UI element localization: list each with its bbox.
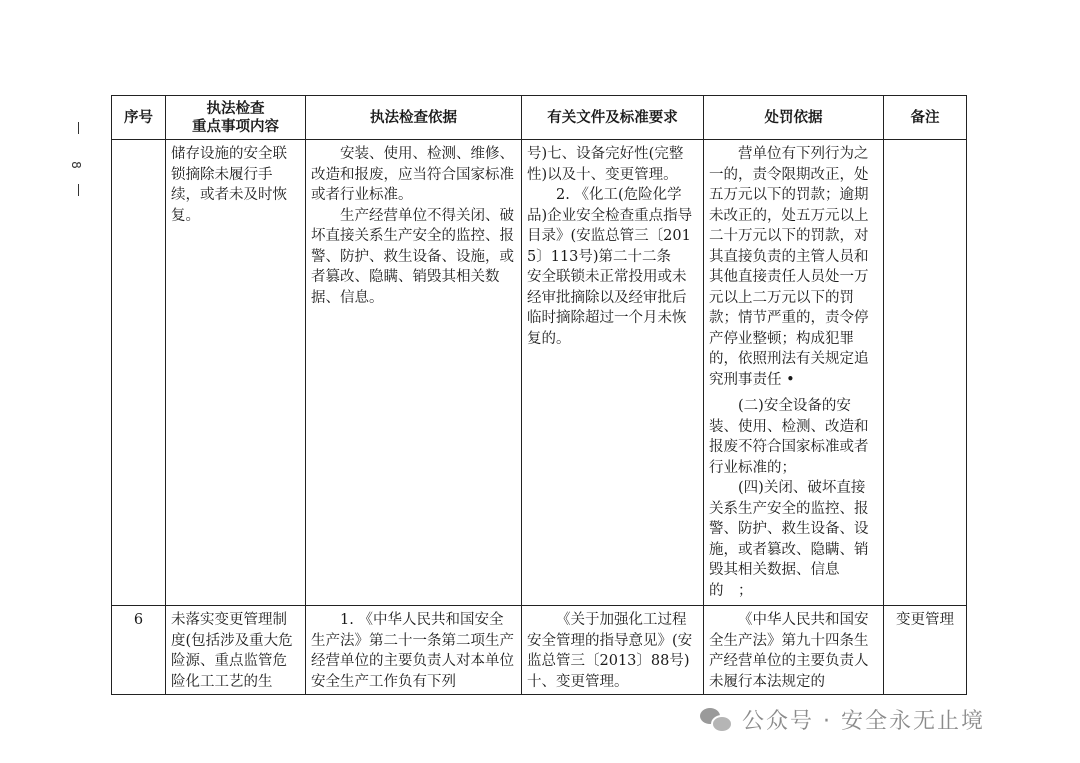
row-index: 6 bbox=[112, 606, 166, 695]
header-penalty: 处罚依据 bbox=[704, 96, 884, 140]
table-row bbox=[112, 140, 967, 606]
row-penalty bbox=[704, 606, 884, 695]
basis-text: 1. 《中华人民共和国安全生产法》第二十一条第二项生产经营单位的主要负责人对本单位安全生产工作负有下列 bbox=[311, 612, 514, 690]
standards-paragraph: 号)七、设备完好性(完整性)以及十、变更管理。 bbox=[527, 146, 684, 183]
row-content: 储存设施的安全联锁摘除未履行手续，或者未及时恢复。 bbox=[166, 140, 306, 606]
row-standards bbox=[522, 140, 704, 606]
basis-paragraph: 安装、使用、检测、维修、改造和报废，应当符合国家标准或者行业标准。 bbox=[311, 146, 514, 203]
page-number: 8 bbox=[68, 161, 83, 169]
header-index: 序号 bbox=[112, 96, 166, 140]
content-text: 未落实变更管理制度(包括涉及重大危险源、重点监管危险化工工艺的生 bbox=[171, 612, 293, 690]
enforcement-table bbox=[111, 95, 967, 695]
row-note bbox=[884, 140, 967, 606]
table-header-row bbox=[112, 96, 967, 140]
penalty-paragraph: 营单位有下列行为之一的，责令限期改正，处五万元以下的罚款；逾期未改正的，处五万元以上二十万元以下的罚款，对其直接负责的主管人员和其他直接责任人员处一万元以上二万元以下的罚款；情节严重的，责令停产停业整顿；构成犯罪的，依照刑法有关规定追究刑事责任 • bbox=[709, 146, 869, 388]
wechat-watermark bbox=[700, 702, 985, 736]
row-basis bbox=[306, 140, 522, 606]
header-basis: 执法检查依据 bbox=[306, 96, 522, 140]
table-row bbox=[112, 606, 967, 695]
header-note: 备注 bbox=[884, 96, 967, 140]
penalty-paragraph: (四)关闭、破坏直接关系生产安全的监控、报警、防护、救生设备、设施，或者篡改、隐瞒、销毁其相关数据、信息的 ； bbox=[709, 480, 869, 599]
wechat-icon bbox=[700, 706, 732, 732]
header-standards: 有关文件及标准要求 bbox=[522, 96, 704, 140]
row-content bbox=[166, 606, 306, 695]
header-content: 执法检查 重点事项内容 bbox=[166, 96, 306, 140]
row-standards bbox=[522, 606, 704, 695]
basis-paragraph: 生产经营单位不得关闭、破坏直接关系生产安全的监控、报警、防护、救生设备、设施，或者篡改、隐瞒、销毁其相关数据、信息。 bbox=[311, 207, 514, 306]
row-penalty bbox=[704, 140, 884, 606]
penalty-text: 《中华人民共和国安全生产法》第九十四条生产经营单位的主要负责人未履行本法规定的 bbox=[709, 612, 869, 690]
standards-paragraph: 2. 《化工(危险化学品)企业安全检查重点指导目录》(安监总管三〔2015〕113号)第二十二条 安全联锁未正常投用或未经审批摘除以及经审批后临时摘除超过一个月未恢复的。 bbox=[527, 187, 693, 347]
watermark-text: 公众号 · 安全永无止境 bbox=[742, 708, 985, 734]
row-basis bbox=[306, 606, 522, 695]
row-note: 变更管理 bbox=[884, 606, 967, 695]
penalty-paragraph: (二)安全设备的安装、使用、检测、改造和报废不符合国家标准或者行业标准的； bbox=[709, 398, 869, 476]
standards-text: 《关于加强化工过程安全管理的指导意见》(安监总管三〔2013〕88号)十、变更管理。 bbox=[527, 612, 693, 690]
row-index bbox=[112, 140, 166, 606]
